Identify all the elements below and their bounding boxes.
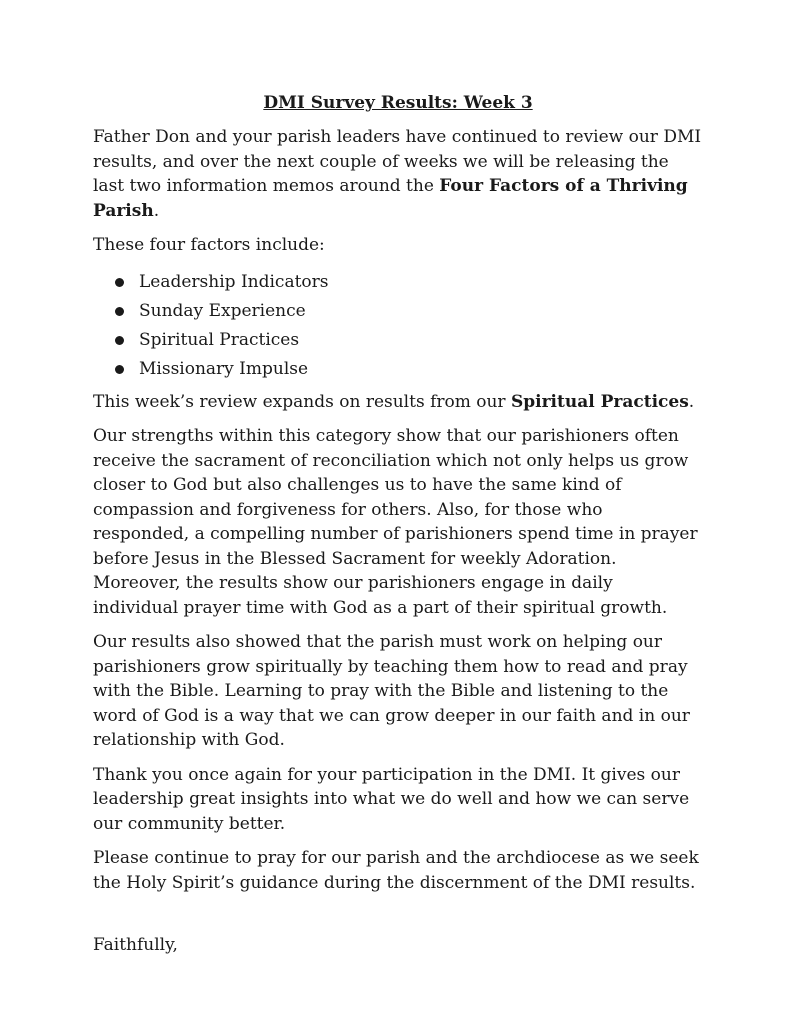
list-item	[115, 268, 703, 297]
review-bold-phrase: Spiritual Practices	[510, 391, 689, 412]
intro-paragraph	[93, 125, 703, 223]
factor-label: Missionary Impulse	[139, 358, 309, 379]
intro-text: Father Don and your parish leaders have continued to review our DMI results, and over the next couple of weeks we will be releasing the last two information memos around the	[93, 127, 702, 196]
improvement-paragraph: Our results also showed that the parish must work on helping our parishioners grow spiritually by teaching them how to read and pray with the Bible. Learning to pray with the Bible and listening to the word of God is a way that we can grow deeper in our faith and in our relationship with God.	[93, 632, 690, 750]
list-item	[115, 355, 703, 384]
factors-lead: These four factors include:	[93, 235, 325, 255]
document-body	[93, 91, 703, 968]
list-item	[115, 326, 703, 355]
factor-label: Spiritual Practices	[139, 329, 300, 350]
review-text: This week’s review expands on results from our	[93, 391, 511, 412]
bullet-icon	[115, 307, 124, 316]
list-item	[115, 297, 703, 326]
review-end: .	[688, 391, 695, 412]
bullet-icon	[115, 365, 124, 374]
document-title: DMI Survey Results: Week 3	[263, 93, 533, 113]
strengths-paragraph: Our strengths within this category show that our parishioners often receive the sacrament of reconciliation which not only helps us grow closer to God but also challenges us to have the same kind of compassion and forgiveness for others. Also, for those who responded, a compelling number of parishioners spend time in prayer before Jesus in the Blessed Sacrament for weekly Adoration. Moreover, the results show our parishioners engage in daily individual prayer time with God as a part of their spiritual growth.	[93, 426, 698, 618]
signoff: Faithfully,	[93, 935, 178, 955]
bullet-icon	[115, 336, 124, 345]
factor-label: Leadership Indicators	[139, 271, 329, 292]
intro-end: .	[153, 200, 160, 221]
prayer-paragraph: Please continue to pray for our parish and the archdiocese as we seek the Holy Spirit’s guidance during the discernment of the DMI results.	[93, 848, 699, 893]
intro-bold-phrase: Four Factors of a Thriving Parish	[93, 176, 688, 221]
thanks-paragraph: Thank you once again for your participation in the DMI. It gives our leadership great insights into what we do well and how we can serve our community better.	[93, 764, 690, 834]
factor-label: Sunday Experience	[139, 300, 306, 321]
bullet-icon	[115, 278, 124, 287]
factors-list	[93, 268, 703, 384]
review-paragraph	[93, 390, 703, 415]
